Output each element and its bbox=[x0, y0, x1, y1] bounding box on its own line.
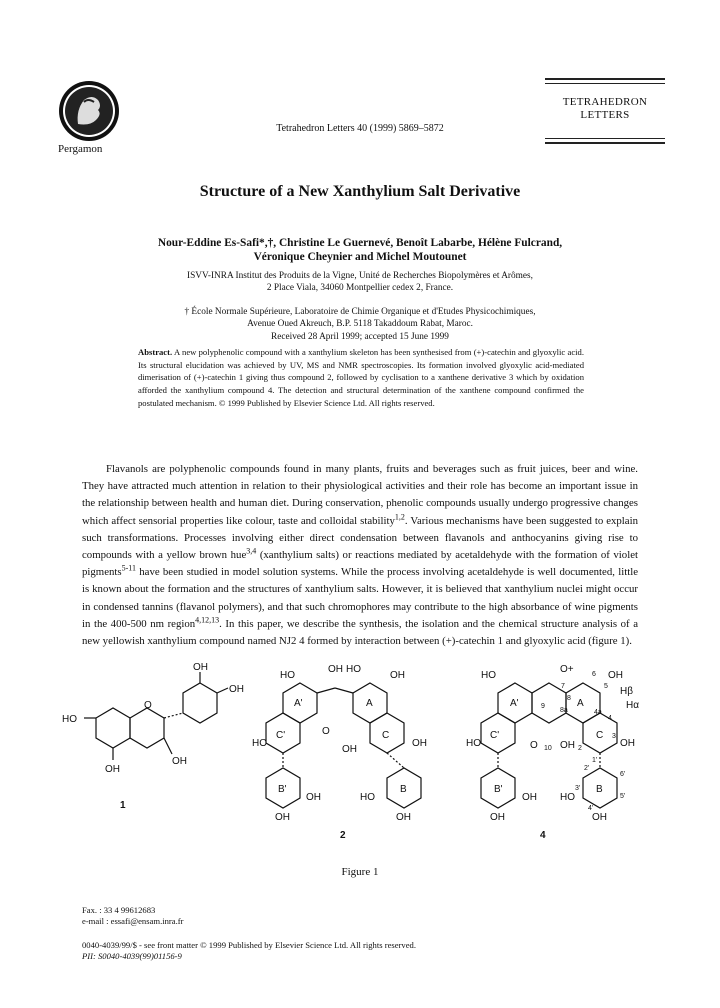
label-ho: HO bbox=[252, 738, 267, 749]
label-ring-a: A bbox=[577, 698, 584, 709]
publisher-name: Pergamon bbox=[58, 143, 103, 155]
label-ring-b: B bbox=[400, 784, 407, 795]
compound-2-label: 2 bbox=[340, 830, 346, 841]
label-oxonium: O+ bbox=[560, 664, 574, 675]
received-dates: Received 28 April 1999; accepted 15 June 1999 bbox=[271, 332, 449, 342]
authors-line2: Véronique Cheynier and Michel Moutounet bbox=[253, 251, 467, 263]
journal-name-line1: TETRAHEDRON bbox=[562, 96, 648, 108]
label-oh: OH bbox=[229, 684, 244, 695]
email-address[interactable]: e-mail : essafi@ensam.inra.fr bbox=[82, 916, 184, 926]
body-text-4: have been studied in model solution systems. While the process involving acetaldehyde is well documented, little is known about the formation and the structures of xanthylium salts. However, it is believed that xanthylium nuclei might occur in condensed tannins (flavanol polymers), and that such chromophores may contribute to the high absorbance of wine pigments in the 400-500 nm region bbox=[82, 566, 638, 630]
reference-5-11[interactable]: 5-11 bbox=[121, 563, 136, 573]
body-text-5: . In this paper, we describe the synthesis, the isolation and the chemical structure analysis of a new yellowish xanthylium compound named NJ2 4 formed by interaction between (+)-catechin 1 and glyoxylic acid (figure 1). bbox=[82, 617, 638, 648]
reference-3-4[interactable]: 3,4 bbox=[246, 546, 257, 556]
label-oh: OH bbox=[522, 792, 537, 803]
label-oh: OH bbox=[490, 812, 505, 823]
label-ring-b-prime: B' bbox=[494, 784, 503, 795]
figure-caption: Figure 1 bbox=[341, 866, 379, 878]
label-n8a: 8a bbox=[560, 707, 568, 714]
label-h-alpha: Hα bbox=[626, 700, 640, 711]
label-ho: HO bbox=[560, 792, 575, 803]
label-oh: OH bbox=[390, 670, 405, 681]
label-n8: 8 bbox=[567, 695, 571, 702]
label-ho: HO bbox=[280, 670, 295, 681]
label-oh: OH bbox=[172, 756, 187, 767]
label-n5p: 5' bbox=[620, 793, 626, 800]
abstract-label: Abstract. bbox=[138, 347, 173, 357]
label-oh: OH bbox=[342, 744, 357, 755]
label-ring-c-prime: C' bbox=[276, 730, 286, 741]
label-o: O bbox=[144, 700, 152, 711]
label-n4: 4 bbox=[608, 715, 612, 722]
compound-1-structure bbox=[62, 662, 244, 811]
body-text-2: . Various mechanisms have been suggested to explain such transformations. Processes involving either direct condensation between flavanols and anthocyanins giving rise to compounds with a yellow brown hue bbox=[82, 514, 638, 562]
label-oh: OH bbox=[193, 662, 208, 673]
journal-citation: Tetrahedron Letters 40 (1999) 5869–5872 bbox=[276, 123, 444, 134]
label-o: O bbox=[322, 726, 330, 737]
compound-2-structure bbox=[252, 664, 427, 841]
label-n4p: 4' bbox=[588, 805, 594, 812]
label-oh: OH bbox=[560, 740, 575, 751]
abstract-text: A new polyphenolic compound with a xanthylium skeleton has been synthesised from (+)-catechin and glyoxylic acid. Its structural elucidation was achieved by UV, MS and NMR spectroscopies. Its formation involved glyoxylic acid-mediated dimerisation of (+)-catechin 1 giving thus compound 2, followed by cyclisation to a xanthene derivative 3 which by oxidation afforded the xanthylium compound 4. The detection and structural determination of the xanthene compound confirmed the postulated mechanism. © 1999 Published by Elsevier Science Ltd. All rights reserved. bbox=[138, 347, 584, 408]
affiliation-2-line1: † École Normale Supérieure, Laboratoire de Chimie Organique et d'Etudes Physicochimiques, bbox=[184, 307, 536, 317]
label-h-beta: Hβ bbox=[620, 686, 633, 697]
label-n2p: 2' bbox=[584, 765, 590, 772]
label-ho: HO bbox=[62, 714, 77, 725]
label-oh: OH bbox=[105, 764, 120, 775]
label-n10: 10 bbox=[544, 745, 552, 752]
label-oh: OH bbox=[620, 738, 635, 749]
affiliation-1 bbox=[60, 270, 660, 294]
label-ho: HO bbox=[481, 670, 496, 681]
label-ring-a-prime: A' bbox=[294, 698, 303, 709]
label-n6: 6 bbox=[592, 671, 596, 678]
authors bbox=[60, 236, 660, 264]
paper-title: Structure of a New Xanthylium Salt Derivative bbox=[199, 183, 521, 200]
figure-1 bbox=[60, 658, 660, 858]
label-ring-c: C bbox=[596, 730, 604, 741]
reference-4-12-13[interactable]: 4,12,13 bbox=[195, 615, 220, 625]
label-n2: 2 bbox=[578, 745, 582, 752]
label-o: O bbox=[530, 740, 538, 751]
body-text-3: (xanthylium salts) or reactions mediated by acetaldehyde with the formation of violet pigments bbox=[82, 549, 638, 579]
compound-1-label: 1 bbox=[120, 800, 126, 811]
abstract bbox=[138, 346, 584, 410]
compound-4-label: 4 bbox=[540, 830, 546, 841]
label-ring-a: A bbox=[366, 698, 373, 709]
label-ho: HO bbox=[466, 738, 481, 749]
issn-line: 0040-4039/99/$ - see front matter © 1999 Published by Elsevier Science Ltd. All rights reserved. bbox=[82, 940, 416, 950]
label-oh: OH bbox=[275, 812, 290, 823]
label-ho: HO bbox=[360, 792, 375, 803]
label-n9: 9 bbox=[541, 703, 545, 710]
pii-line: PII: S0040-4039(99)01156-9 bbox=[82, 951, 182, 961]
body-text-1: Flavanols are polyphenolic compounds found in many plants, fruits and beverages such as fruit juices, beer and wine. They have attracted much attention in relation to their physiological activities and their role has become an important issue in the relationship between health and human diet. During conservation, phenolic compounds usually undergo progressive changes which affect sensorial properties like colour, taste and colloidal stability bbox=[82, 463, 638, 527]
label-n7: 7 bbox=[561, 683, 565, 690]
affiliation-2 bbox=[60, 306, 660, 330]
label-oh: OH bbox=[412, 738, 427, 749]
journal-name bbox=[545, 96, 665, 122]
label-oh: OH bbox=[608, 670, 623, 681]
affiliation-2-line2: Avenue Oued Akreuch, B.P. 5118 Takaddoum Rabat, Maroc. bbox=[247, 319, 473, 329]
label-ring-a-prime: A' bbox=[510, 698, 519, 709]
label-n3p: 3' bbox=[575, 785, 581, 792]
body-paragraph bbox=[82, 461, 638, 650]
label-oh: OH bbox=[306, 792, 321, 803]
header-rule-top-thin bbox=[545, 83, 665, 84]
affiliation-1-line2: 2 Place Viala, 34060 Montpellier cedex 2, France. bbox=[266, 283, 454, 293]
header-rule-bottom bbox=[545, 142, 665, 144]
journal-name-line2: LETTERS bbox=[580, 109, 630, 121]
authors-line1: Nour-Eddine Es-Safi*,†, Christine Le Guernevé, Benoît Labarbe, Hélène Fulcrand, bbox=[157, 237, 563, 249]
reference-1-2[interactable]: 1,2 bbox=[394, 512, 405, 522]
label-oh: OH bbox=[592, 812, 607, 823]
label-n5: 5 bbox=[604, 683, 608, 690]
label-ring-b-prime: B' bbox=[278, 784, 287, 795]
label-ho: HO bbox=[346, 664, 361, 675]
label-ring-c: C bbox=[382, 730, 390, 741]
header-rule-bottom-thin bbox=[545, 138, 665, 139]
affiliation-1-line1: ISVV-INRA Institut des Produits de la Vigne, Unité de Recherches Biopolymères et Arômes, bbox=[187, 271, 533, 281]
header-rule-top bbox=[545, 78, 665, 80]
label-n3: 3 bbox=[612, 733, 616, 740]
label-n1p: 1' bbox=[592, 757, 598, 764]
label-oh: OH bbox=[396, 812, 411, 823]
fax-number: Fax. : 33 4 99612683 bbox=[82, 905, 156, 915]
label-ring-c-prime: C' bbox=[490, 730, 500, 741]
label-n6p: 6' bbox=[620, 771, 626, 778]
label-oh: OH bbox=[328, 664, 343, 675]
label-n4a: 4a bbox=[594, 709, 602, 716]
label-ring-b: B bbox=[596, 784, 603, 795]
contact-footnote bbox=[82, 905, 183, 927]
compound-4-structure bbox=[466, 664, 639, 841]
copyright-footnote bbox=[82, 940, 416, 962]
